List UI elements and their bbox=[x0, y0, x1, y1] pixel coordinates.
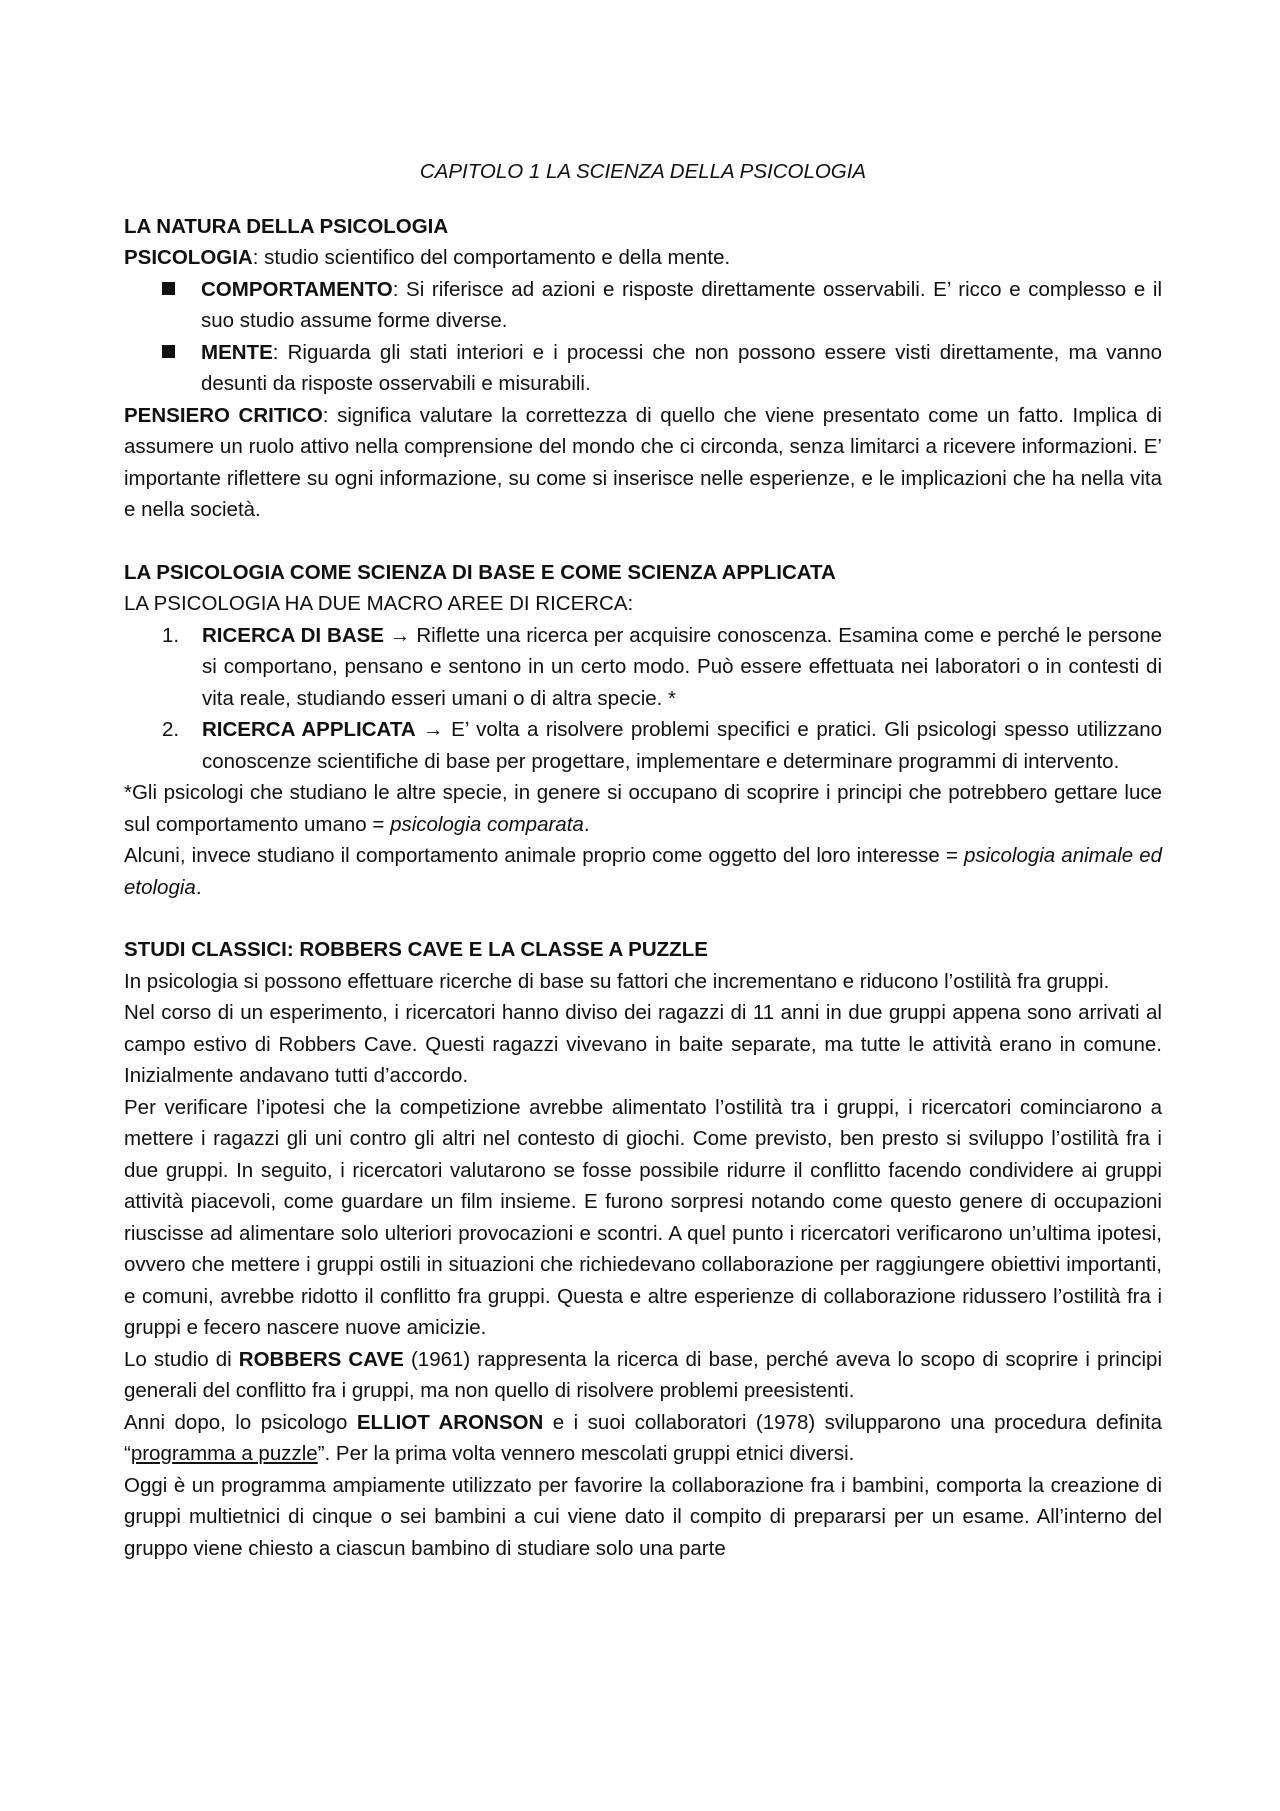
page-title: CAPITOLO 1 LA SCIENZA DELLA PSICOLOGIA bbox=[419, 160, 867, 183]
paragraph: In psicologia si possono effettuare ricerche di base su fattori che incrementano e riducono l’ostilità fra gruppi. bbox=[124, 969, 1110, 993]
bullet-text: : Si riferisce ad azioni e risposte direttamente osservabili. E’ ricco e complesso e il suo studio assume forme diverse. bbox=[201, 277, 1162, 332]
term-comportamento: COMPORTAMENTO bbox=[201, 277, 393, 301]
square-bullet-icon bbox=[162, 282, 175, 295]
text-run: e i suoi collaboratori (1978) svilupparono una procedura definita “ bbox=[124, 1410, 1162, 1465]
note-end: . bbox=[583, 812, 590, 836]
paragraph-etologia bbox=[124, 840, 1162, 903]
term-elliot-aronson: ELLIOT ARONSON bbox=[356, 1410, 544, 1434]
paragraph-aronson bbox=[124, 1407, 1162, 1470]
term-psicologia-comparata: psicologia comparata bbox=[390, 812, 584, 836]
bullet-text: : Riguarda gli stati interiori e i processi che non possono essere visti direttamente, ma vanno desunti da risposte osservabili e misurabili. bbox=[201, 340, 1162, 395]
paragraph: Nel corso di un esperimento, i ricercatori hanno diviso dei ragazzi di 11 anni in due gruppi appena sono arrivati al campo estivo di Robbers Cave. Questi ragazzi vivevano in baite separate, ma tutte le attività erano in comune. Inizialmente andavano tutti d’accordo. bbox=[124, 1001, 1162, 1087]
term-programma-a-puzzle: programma a puzzle bbox=[130, 1442, 318, 1465]
term-ricerca-applicata: RICERCA APPLICATA bbox=[202, 718, 416, 741]
term-mente: MENTE bbox=[201, 340, 273, 364]
document-body bbox=[124, 156, 1162, 1564]
numbered-list bbox=[124, 620, 1162, 778]
paragraph-pensiero-critico bbox=[124, 400, 1162, 526]
arrow-right-icon: → bbox=[389, 623, 411, 647]
term-robbers-cave: ROBBERS CAVE bbox=[238, 1347, 404, 1371]
note-end: . bbox=[195, 875, 202, 899]
square-bullet-icon bbox=[162, 345, 175, 358]
text-run: Lo studio di bbox=[124, 1347, 239, 1371]
footnote-comparata bbox=[124, 777, 1162, 840]
item-number: 2. bbox=[162, 718, 180, 741]
section-heading-studi-classici: STUDI CLASSICI: ROBBERS CAVE E LA CLASSE A PUZZLE bbox=[124, 938, 708, 961]
text-run: (1961) rappresenta la ricerca di base, perché aveva lo scopo di scoprire i principi generali del conflitto fra i gruppi, ma non quello di risolvere problemi preesistenti. bbox=[124, 1347, 1163, 1402]
term-psicologia: PSICOLOGIA bbox=[124, 246, 253, 269]
arrow-right-icon: → bbox=[423, 718, 444, 741]
paragraph-text: : significa valutare la correttezza di quello che viene presentato come un fatto. Implica di assumere un ruolo attivo nella comprensione del mondo che ci circonda, senza limitarci a ricevere informazioni. E’ importante riflettere su ogni informazione, su come si inserisce nelle esperienze, e le implicazioni che ha nella vita e nella società. bbox=[124, 403, 1162, 521]
term-psicologia-animale: psicologia animale ed etologia bbox=[124, 844, 1163, 899]
term-ricerca-di-base: RICERCA DI BASE bbox=[202, 623, 384, 647]
bullet-item-mente bbox=[124, 337, 1162, 400]
note-text: *Gli psicologi che studiano le altre specie, in genere si occupano di scoprire i principi che potrebbero gettare luce sul comportamento umano = bbox=[124, 781, 1162, 836]
text-run: Anni dopo, lo psicologo bbox=[124, 1410, 357, 1434]
section-intro: LA PSICOLOGIA HA DUE MACRO AREE DI RICERCA: bbox=[124, 592, 634, 615]
paragraph: Per verificare l’ipotesi che la competizione avrebbe alimentato l’ostilità tra i gruppi, i ricercatori cominciarono a mettere i ragazzi gli uni contro gli altri nel contesto di giochi. Come previsto, ben presto si sviluppo l’ostilità fra i due gruppi. In seguito, i ricercatori valutarono se fosse possibile ridurre il conflitto facendo condividere ai gruppi attività piacevoli, come guardare un film insieme. E furono sorpresi notando come questo genere di occupazioni riuscisse ad alimentare solo ulteriori provocazioni e scontri. A quel punto i ricercatori verificarono un’ultima ipotesi, ovvero che mettere i gruppi ostili in situazioni che richiedevano collaborazione per raggiungere obiettivi importanti, e comuni, avrebbe ridotto il conflitto fra gruppi. Questa e altre esperienze di collaborazione ridussero l’ostilità fra i gruppi e fecero nascere nuove amicizie. bbox=[124, 1095, 1162, 1339]
text-run: ”. Per la prima volta vennero mescolati gruppi etnici diversi. bbox=[317, 1442, 855, 1465]
bullet-list bbox=[124, 274, 1162, 400]
definition-text: : studio scientifico del comportamento e della mente. bbox=[252, 246, 731, 269]
list-item-ricerca-di-base bbox=[124, 620, 1162, 715]
section-heading-scienza: LA PSICOLOGIA COME SCIENZA DI BASE E COME SCIENZA APPLICATA bbox=[124, 560, 836, 584]
item-number: 1. bbox=[162, 623, 180, 647]
paragraph: Oggi è un programma ampiamente utilizzato per favorire la collaborazione fra i bambini, comporta la creazione di gruppi multietnici di cinque o sei bambini a cui viene dato il compito di prepararsi per un esame. All’interno del gruppo viene chiesto a ciascun bambino di studiare solo una parte bbox=[124, 1473, 1162, 1560]
note-text: Alcuni, invece studiano il comportamento animale proprio come oggetto del loro interesse = bbox=[124, 844, 965, 867]
term-pensiero-critico: PENSIERO CRITICO bbox=[124, 403, 323, 427]
item-text: E’ volta a risolvere problemi specifici e pratici. Gli psicologi spesso utilizzano conoscenze scientifiche di base per progettare, implementare e determinare programmi di intervento. bbox=[202, 718, 1163, 773]
list-item-ricerca-applicata bbox=[124, 714, 1162, 777]
item-text: Riflette una ricerca per acquisire conoscenza. Esamina come e perché le persone si comportano, pensano e sentono in un certo modo. Può essere effettuata nei laboratori o in contesti di vita reale, studiando esseri umani o di altra specie. * bbox=[202, 623, 1162, 710]
definition-psicologia bbox=[124, 242, 1162, 274]
bullet-item-comportamento bbox=[124, 274, 1162, 337]
section-heading-natura: LA NATURA DELLA PSICOLOGIA bbox=[124, 214, 449, 238]
paragraph-robbers-cave bbox=[124, 1344, 1162, 1407]
